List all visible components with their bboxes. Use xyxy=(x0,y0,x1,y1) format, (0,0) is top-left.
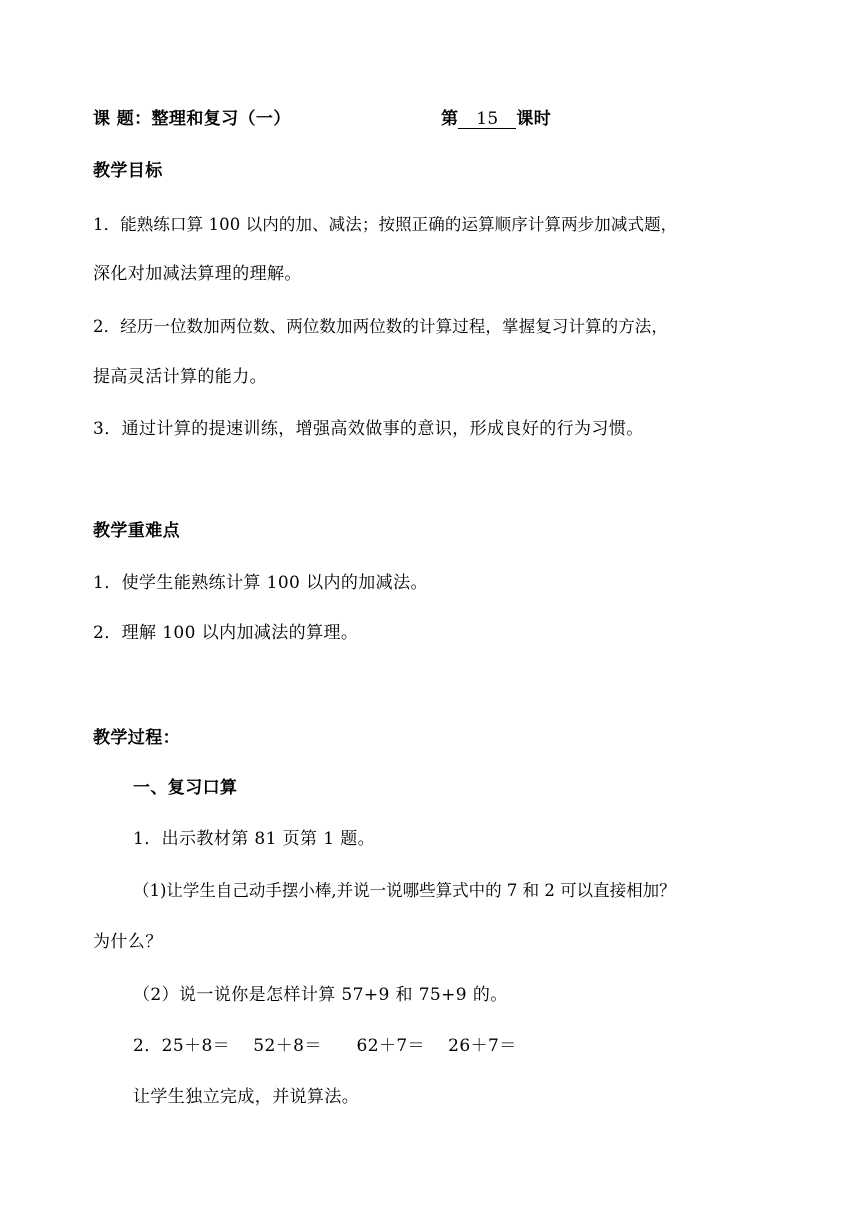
step-2-note: 让学生独立完成，并说算法。 xyxy=(133,1087,360,1107)
objective-1-line-2: 深化对加减法算理的理解。 xyxy=(93,264,302,284)
sub-step-1-line-2: 为什么？ xyxy=(93,932,163,952)
objective-2-line-2: 提高灵活计算的能力。 xyxy=(93,367,267,387)
key-point-1: 1．使学生能熟练计算 100 以内的加减法。 xyxy=(93,573,428,593)
process-heading: 教学过程： xyxy=(93,728,180,748)
section-1-title: 一、复习口算 xyxy=(133,778,238,798)
objectives-heading: 教学目标 xyxy=(93,161,163,181)
lesson-period xyxy=(441,108,551,130)
period-suffix: 课时 xyxy=(516,109,552,129)
objective-1-line-1: 1．能熟练口算 100 以内的加、减法；按照正确的运算顺序计算两步加减式题， xyxy=(93,215,678,234)
sub-step-1-line-1: （1)让学生自己动手摆小棒,并说一说哪些算式中的 7 和 2 可以直接相加？ xyxy=(133,881,676,900)
lesson-title-row xyxy=(93,108,291,130)
objective-2-line-1: 2．经历一位数加两位数、两位数加两位数的计算过程，掌握复习计算的方法， xyxy=(93,317,668,336)
period-number: 15 xyxy=(458,110,516,129)
step-2-exercises: 2．25＋8＝ 52＋8＝ 62＋7＝ 26＋7＝ xyxy=(133,1036,517,1056)
lesson-subject: 课 题：整理和复习（一） xyxy=(93,109,291,129)
period-prefix: 第 xyxy=(441,109,459,129)
objective-3: 3．通过计算的提速训练，增强高效做事的意识，形成良好的行为习惯。 xyxy=(93,419,644,439)
key-points-heading: 教学重难点 xyxy=(93,521,180,541)
sub-step-2: （2）说一说你是怎样计算 57+9 和 75+9 的。 xyxy=(133,985,508,1005)
step-1: 1．出示教材第 81 页第 1 题。 xyxy=(133,829,376,849)
key-point-2: 2．理解 100 以内加减法的算理。 xyxy=(93,623,359,643)
